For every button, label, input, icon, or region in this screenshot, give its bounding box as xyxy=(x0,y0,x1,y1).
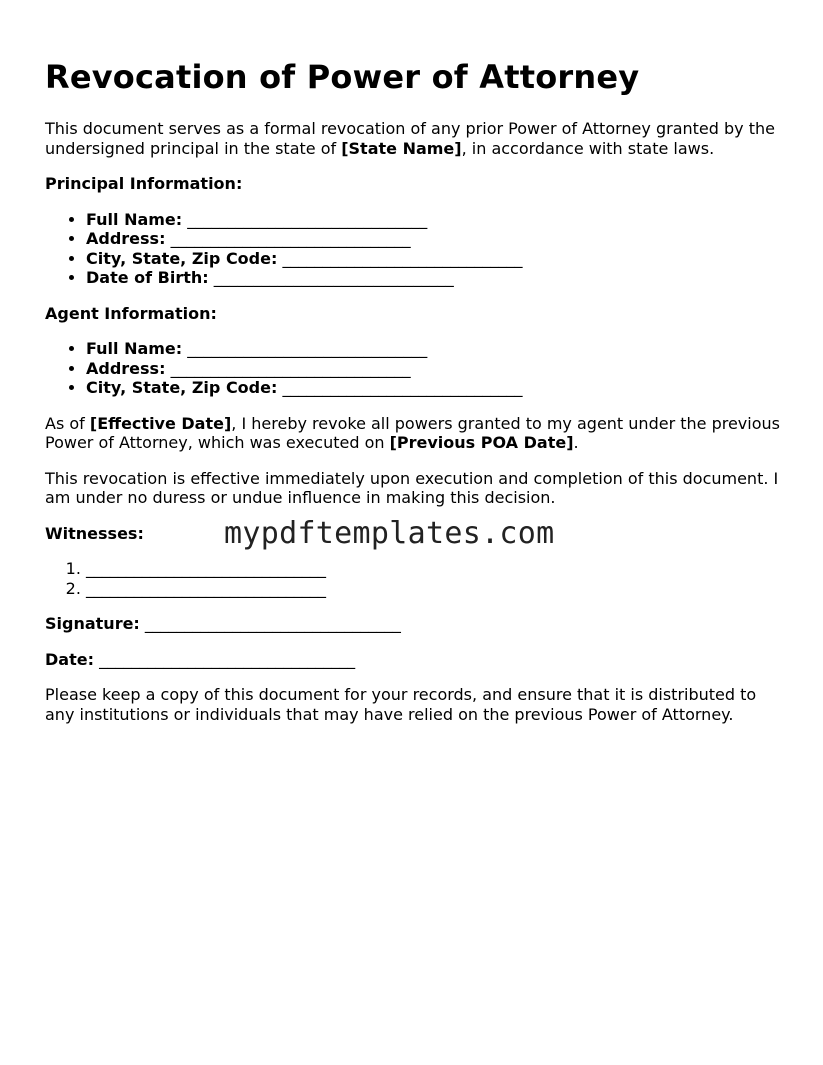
blank-line: ______________________________ xyxy=(282,378,523,397)
blank-line: ______________________________ xyxy=(282,248,523,268)
blank-line: ______________________________ xyxy=(170,358,411,378)
intro-paragraph xyxy=(45,119,785,158)
signature-line xyxy=(45,614,785,634)
intro-text-2: , in accordance with state laws. xyxy=(461,138,715,158)
signature-blank: ________________________________ xyxy=(144,614,401,633)
revocation-text-1: As of xyxy=(45,413,90,433)
principal-heading: Principal Information: xyxy=(45,174,243,193)
agent-heading: Agent Information: xyxy=(45,303,217,323)
field-label: Address: xyxy=(86,229,166,248)
revocation-text-2: , I hereby revoke all powers granted to my agent under the previous Power of Attorney, which was executed on xyxy=(45,413,780,452)
witness-line-2: 2. ______________________________ xyxy=(86,579,785,599)
state-name-placeholder: [State Name] xyxy=(341,138,462,158)
effective-date-placeholder: [Effective Date] xyxy=(89,413,232,433)
intro-text-1: This document serves as a formal revocation of any prior Power of Attorney granted by the undersigned principal in the state of xyxy=(45,119,775,158)
blank-line: ______________________________ xyxy=(170,229,411,248)
revocation-text-3: . xyxy=(573,433,579,452)
witnesses-list xyxy=(45,559,785,598)
signature-label: Signature: xyxy=(45,614,140,633)
effective-statement: This revocation is effective immediately upon execution and completion of this document. I am under no duress or undue influence in making this decision. xyxy=(45,468,779,507)
field-label: Full Name: xyxy=(86,209,183,229)
field-label: Full Name: xyxy=(86,339,183,358)
blank-line: ______________________________ xyxy=(213,268,454,287)
witness-line-1: 1. ______________________________ xyxy=(86,559,785,579)
agent-fields-list xyxy=(45,339,785,398)
principal-fields-list xyxy=(45,210,785,288)
field-label: Address: xyxy=(86,358,166,378)
closing-paragraph: Please keep a copy of this document for your records, and ensure that it is distributed to any institutions or individuals that may have relied on the previous Power of Attorney. xyxy=(45,685,757,724)
principal-city-state-zip-field xyxy=(86,249,785,269)
agent-address-field xyxy=(86,359,785,379)
document-page xyxy=(45,55,785,724)
blank-line: ______________________________ xyxy=(187,209,428,229)
field-label: Date of Birth: xyxy=(86,268,209,287)
witnesses-heading: Witnesses: xyxy=(45,523,144,543)
previous-poa-date-placeholder: [Previous POA Date] xyxy=(389,433,574,452)
document-title: Revocation of Power of Attorney xyxy=(45,58,640,96)
agent-city-state-zip-field xyxy=(86,378,785,398)
principal-date-of-birth-field xyxy=(86,268,785,288)
date-label: Date: xyxy=(45,649,94,669)
blank-line: ______________________________ xyxy=(187,339,428,358)
principal-full-name-field xyxy=(86,210,785,230)
date-line xyxy=(45,650,785,670)
date-blank: ________________________________ xyxy=(99,649,356,669)
field-label: City, State, Zip Code: xyxy=(86,378,278,397)
field-label: City, State, Zip Code: xyxy=(86,248,278,268)
revocation-paragraph xyxy=(45,414,785,453)
principal-address-field xyxy=(86,229,785,249)
agent-full-name-field xyxy=(86,339,785,359)
watermark-text: mypdftemplates.com xyxy=(224,516,555,551)
